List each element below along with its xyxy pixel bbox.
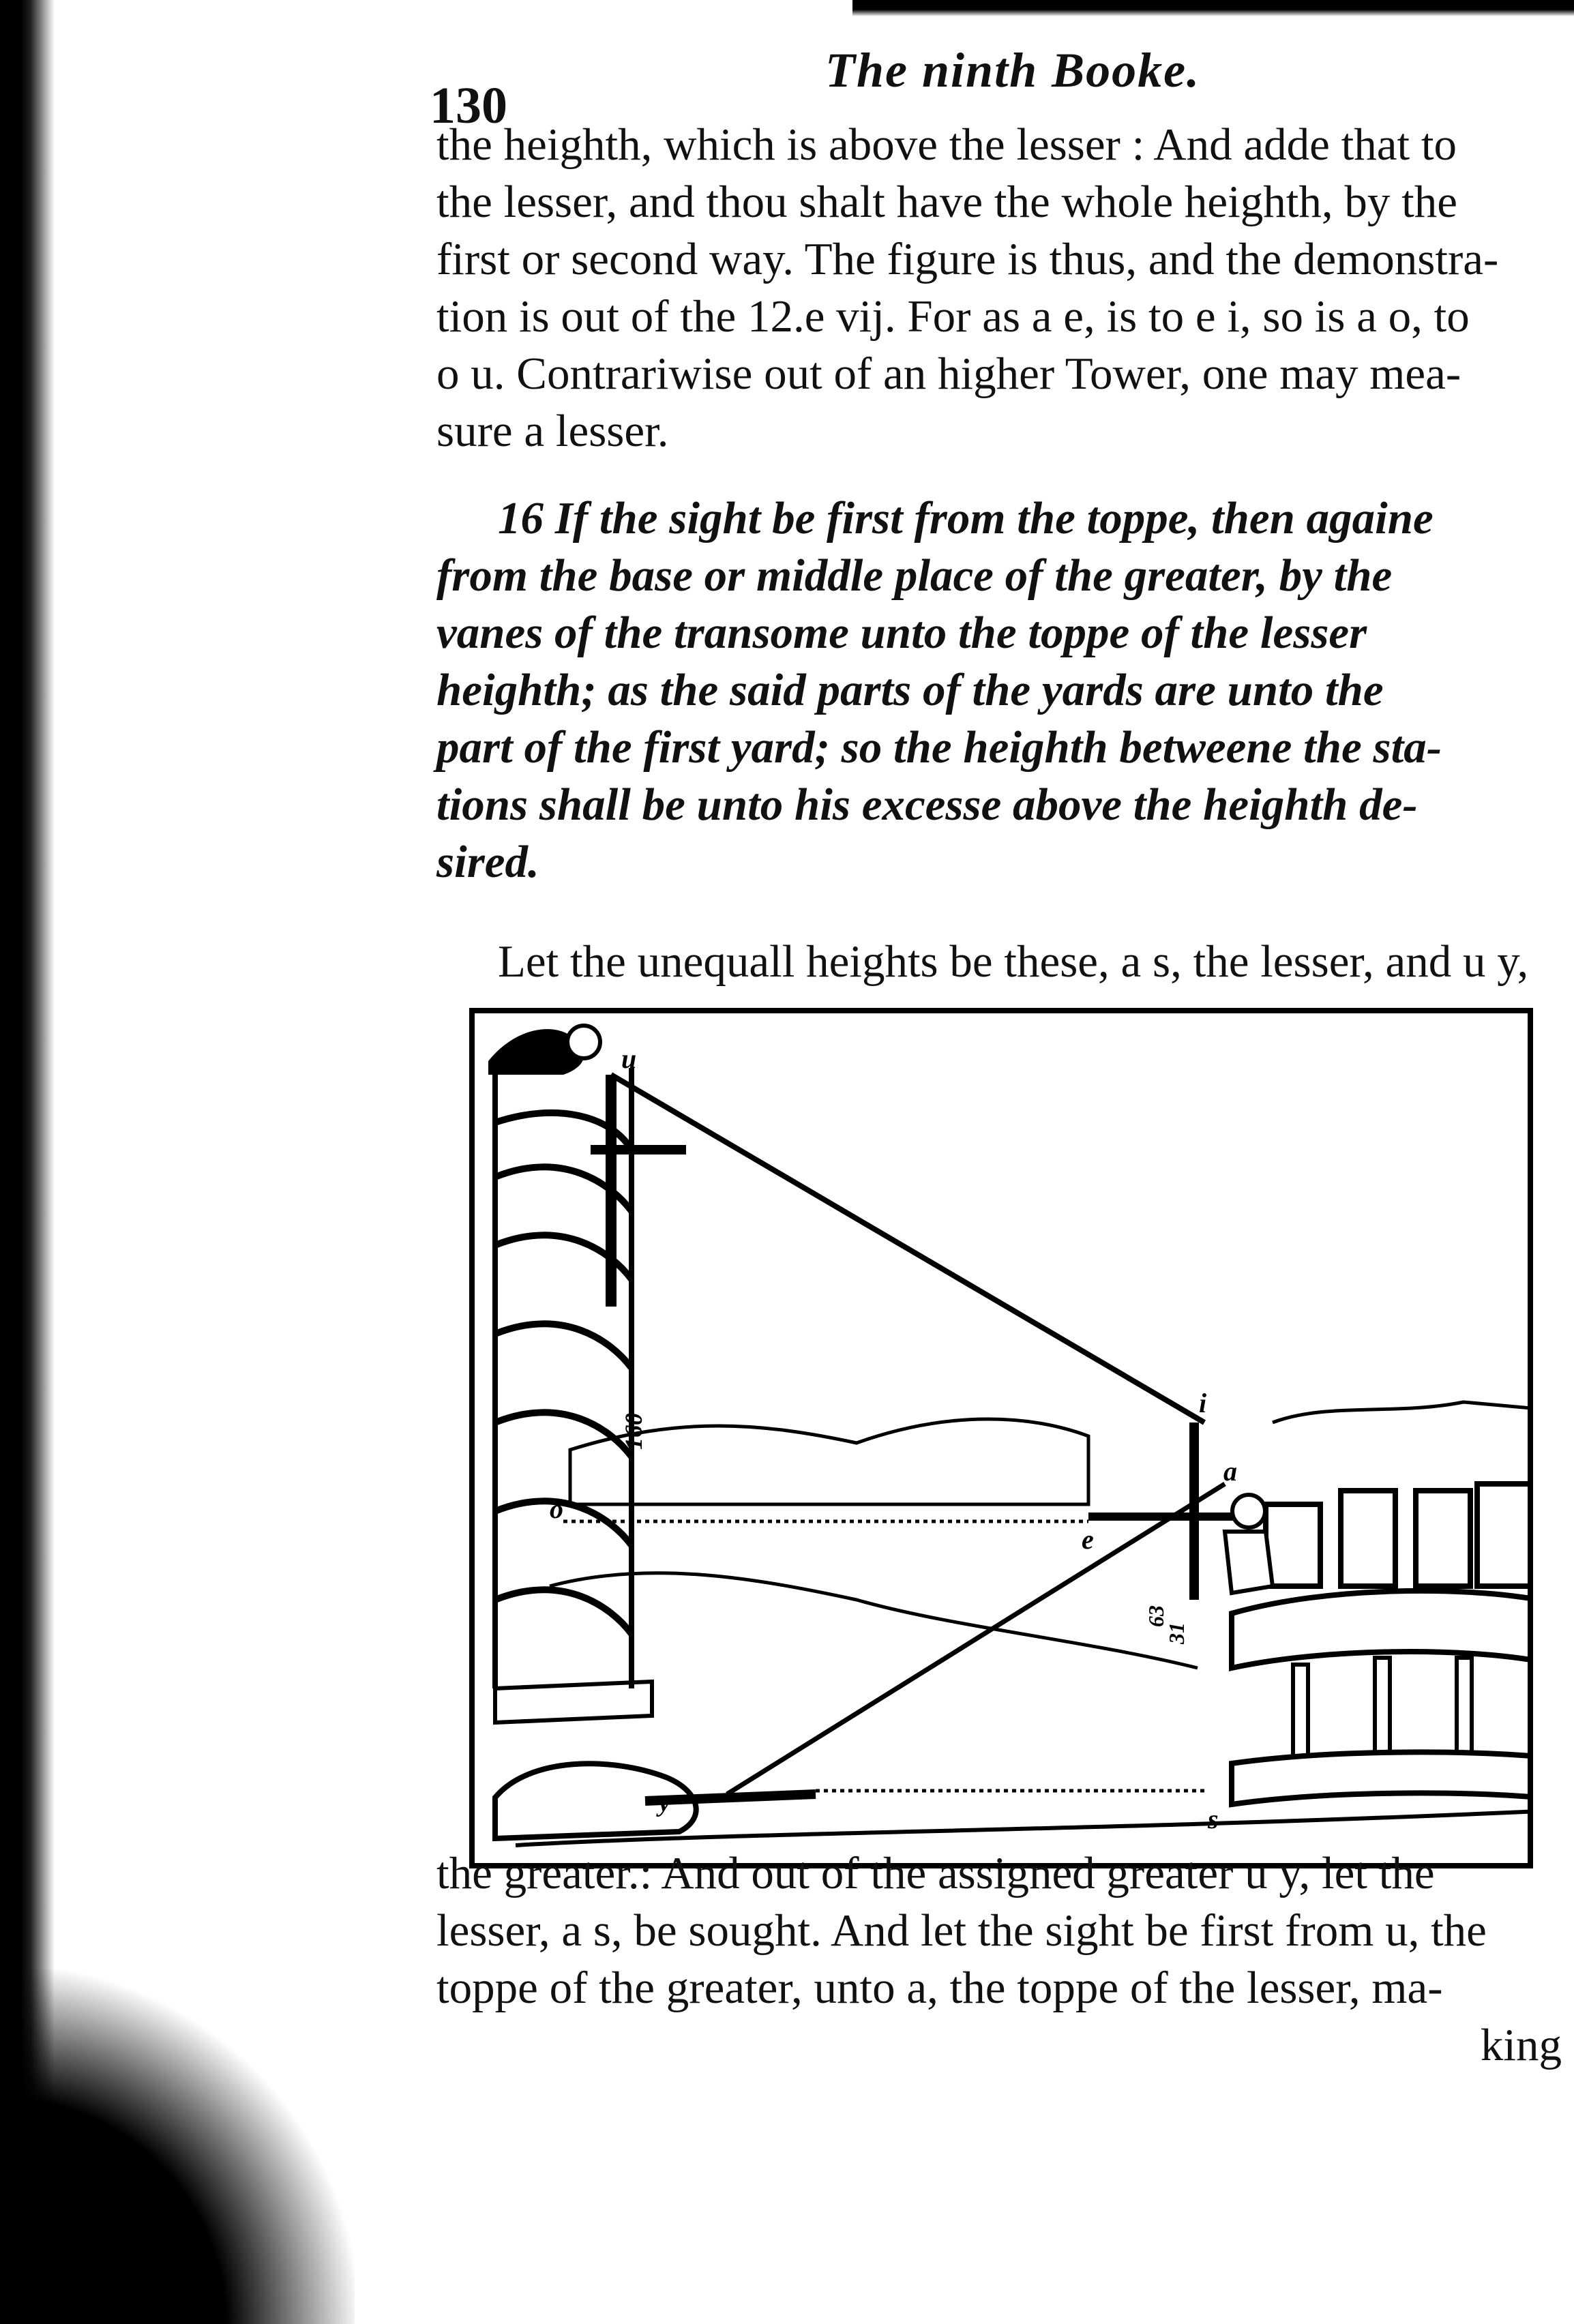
paragraph-3 (436, 933, 1562, 990)
label-e: e (1082, 1524, 1094, 1555)
label-i: i (1199, 1388, 1207, 1418)
label-o: o (550, 1493, 563, 1524)
text-line: 16 If the sight be first from the toppe, then againe (498, 493, 1434, 543)
text-line: tion is out of the 12.e vij. For as a e, is to e i, so is a o, to (436, 291, 1470, 342)
text-line: sure a lesser. (436, 406, 669, 456)
page-number: 130 (430, 77, 507, 134)
label-31: 31 (1164, 1622, 1189, 1644)
proposition-16 (436, 490, 1562, 891)
greater-tower (495, 1068, 652, 1723)
text-line: tions shall be unto his excesse above the heighth de- (436, 779, 1418, 830)
text-line: the lesser, and thou shalt have the whole heighth, by the (436, 177, 1457, 227)
observer-base (495, 1763, 816, 1838)
text-line: from the base or middle place of the greater, by the (436, 550, 1393, 601)
label-63: 63 (1144, 1605, 1168, 1627)
text-line: the heighth, which is above the lesser : And adde that to (436, 119, 1457, 170)
text-line: lesser, a s, be sought. And let the sight be first from u, the (436, 1905, 1487, 1956)
text-line: vanes of the transome unto the toppe of the lesser (436, 608, 1367, 658)
label-160: 160 (620, 1413, 647, 1450)
text-line: sired. (436, 837, 539, 887)
distant-buildings-line (1273, 1402, 1533, 1422)
top-rule (852, 0, 1574, 16)
text-line: first or second way. The figure is thus, and the demonstra- (436, 234, 1499, 284)
lesser-tower (1232, 1484, 1533, 1804)
label-a: a (1223, 1456, 1237, 1487)
sight-line-bottom (727, 1484, 1225, 1794)
text-line: heighth; as the said parts of the yards are unto the (436, 665, 1384, 715)
paragraph-4 (436, 1845, 1562, 2074)
hills (570, 1419, 1088, 1504)
ground-line (550, 1573, 1198, 1668)
text-line: king (1480, 2020, 1562, 2070)
running-title: The ninth Booke. (825, 43, 1201, 98)
text-line: Let the unequall heights be these, a s, the lesser, and u y, (498, 936, 1529, 987)
observer-lesser (1225, 1495, 1273, 1593)
text-line: toppe of the greater, unto a, the toppe of the lesser, ma- (436, 1963, 1443, 2013)
label-u: u (621, 1043, 637, 1074)
cross-staff-lesser (1088, 1422, 1238, 1600)
tower-measurement-illustration (475, 1013, 1533, 1868)
corner-shadow (0, 1969, 355, 2324)
paragraph-1 (436, 116, 1562, 460)
text-line: the greater.: And out of the assigned greater u y, let the (436, 1848, 1435, 1898)
observer-top (488, 1026, 600, 1075)
text-line: part of the first yard; so the heighth betweene the sta- (436, 722, 1442, 773)
label-s: s (1208, 1804, 1219, 1834)
woodcut-figure (469, 1008, 1533, 1868)
label-y: y (659, 1789, 670, 1817)
text-line: o u. Contrariwise out of an higher Tower, one may mea- (436, 348, 1461, 399)
sight-line-top (611, 1075, 1207, 1422)
